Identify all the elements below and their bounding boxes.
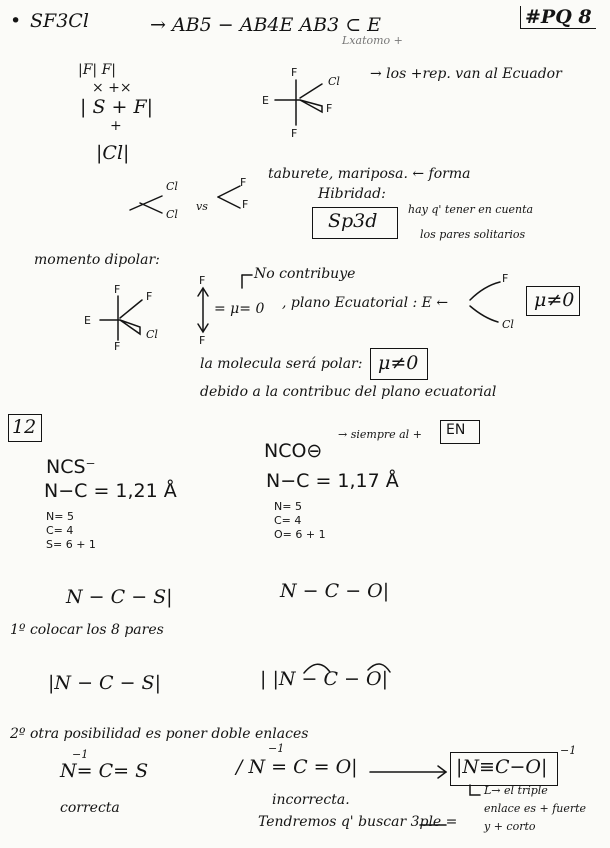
atom-label: F [291,66,298,79]
atom-label: F [199,274,206,287]
ncs-count: S= 6 + 1 [46,538,96,551]
header-geometry-note: Lxatomo + [342,34,403,47]
atom-label: Cl [328,75,340,88]
nco-count: O= 6 + 1 [274,528,326,541]
header-formula: SF3Cl [30,10,89,32]
ncs-count: N= 5 [46,510,74,523]
atom-label: Cl [146,328,158,341]
lewis-line: |F| F| [78,62,117,78]
atom-label: E [262,94,269,107]
no-contribuye: No contribuye [254,266,356,282]
charge: −1 [560,744,577,757]
atom-label: F [240,176,247,189]
ncs-double: N= C= S [60,760,149,782]
conclusion: la molecula será polar: [200,356,363,372]
atom-label: F [291,127,298,140]
atom-label: F [502,272,509,285]
conclusion: debido a la contribuc del plano ecuatorial [200,384,497,400]
bond-line [300,84,322,98]
page-tag: #PQ 8 [520,6,596,29]
nco-count: C= 4 [274,514,302,527]
vs-label: vs [196,200,208,213]
en-label: EN [446,422,466,438]
atom-label: F [242,198,249,211]
wedge-bond [300,100,322,112]
atom-label: Cl [166,180,178,193]
buscar-note: Tendremos q' buscar 3ple = [258,814,458,830]
nco-verdict: incorrecta. [272,792,350,808]
lewis-line: |Cl| [96,142,130,164]
triple-note: L→ el triple [484,784,548,797]
ncs-verdict: correcta [60,800,120,816]
bullet: • [10,10,22,32]
hibridacion-value: Sp3d [328,210,378,232]
nco-double: / N = C = O| [236,756,358,778]
nco-name: NCO⊖ [264,440,323,462]
arrow-note: → los +rep. van al Ecuador [370,66,562,82]
step1-label: 1º colocar los 8 pares [10,622,164,638]
problem-number: 12 [12,416,37,438]
mu-zero: = μ= 0 [214,301,265,317]
atom-label: F [326,102,333,115]
step2-label: 2º otra posibilidad es poner doble enlaces [10,726,309,742]
pares-note: los pares solitarios [420,228,526,241]
charge: −1 [72,748,89,761]
step1-ncs: |N − C − S| [48,672,161,694]
atom-label: F [199,334,206,347]
atom-label: E [84,314,91,327]
triple-note: y + corto [484,820,536,833]
charge: −1 [268,742,285,755]
triple-note: enlace es + fuerte [484,802,587,815]
atom-label: F [146,290,153,303]
shape-note: taburete, mariposa. ← forma [268,166,471,182]
lewis-line: | S + F| [80,96,154,118]
nco-bond: N−C = 1,17 Å [266,470,399,492]
hibridacion-label: Hibridad: [318,186,386,202]
triple-formula: |N≡C−O| [456,756,548,778]
ncs-count: C= 4 [46,524,74,537]
atom-label: Cl [502,318,514,331]
pares-note: hay q' tener en cuenta [408,203,534,216]
ncs-name: NCS⁻ [46,456,96,478]
header-geometry: → AB5 − AB4E AB3 ⊂ E [150,14,382,36]
plano-ecuatorial: , plano Ecuatorial : E ← [282,295,449,311]
step1-nco: | |N − C − O| [260,668,388,690]
ncs-bond: N−C = 1,21 Å [44,480,177,502]
lewis-line: × +× [92,80,132,96]
dipole-title: momento dipolar: [34,252,160,268]
nco-note: → siempre al + [338,428,422,441]
conclusion-mu: μ≠0 [378,352,419,374]
ncs-skeleton: N − C − S| [66,586,173,608]
atom-label: F [114,340,121,353]
nco-count: N= 5 [274,500,302,513]
mu-neq: μ≠0 [534,289,575,311]
nco-skeleton: N − C − O| [280,580,390,602]
atom-label: F [114,283,121,296]
lewis-line: + [110,118,122,134]
atom-label: Cl [166,208,178,221]
